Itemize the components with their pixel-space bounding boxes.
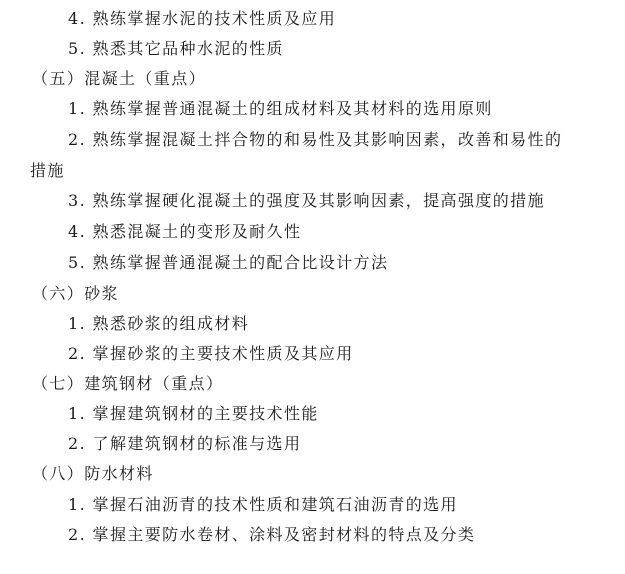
syllabus-item: 2. 了解建筑钢材的标准与选用: [68, 434, 302, 453]
syllabus-item: 5. 熟悉其它品种水泥的性质: [68, 39, 284, 58]
syllabus-item: 3. 熟练掌握硬化混凝土的强度及其影响因素，提高强度的措施: [68, 191, 545, 210]
syllabus-item: 5. 熟练掌握普通混凝土的配合比设计方法: [68, 253, 389, 272]
syllabus-item: 1. 熟练掌握普通混凝土的组成材料及其材料的选用原则: [68, 99, 493, 118]
syllabus-item: 2. 熟练掌握混凝土拌合物的和易性及其影响因素，改善和易性的: [68, 130, 563, 149]
section-heading: （五）混凝土（重点）: [32, 69, 207, 88]
syllabus-item: 1. 掌握石油沥青的技术性质和建筑石油沥青的选用: [68, 495, 458, 514]
syllabus-item: 4. 熟悉混凝土的变形及耐久性: [68, 222, 302, 241]
section-heading: （七）建筑钢材（重点）: [32, 374, 224, 393]
syllabus-item: 2. 掌握主要防水卷材、涂料及密封材料的特点及分类: [68, 525, 476, 544]
syllabus-item-continuation: 措施: [30, 161, 65, 180]
section-heading: （八）防水材料: [32, 464, 154, 483]
syllabus-item: 2. 掌握砂浆的主要技术性质及其应用: [68, 344, 354, 363]
syllabus-item: 4. 熟练掌握水泥的技术性质及应用: [68, 9, 337, 28]
section-heading: （六）砂浆: [32, 284, 120, 303]
syllabus-item: 1. 掌握建筑钢材的主要技术性能: [68, 404, 319, 423]
syllabus-item: 1. 熟悉砂浆的组成材料: [68, 314, 250, 333]
